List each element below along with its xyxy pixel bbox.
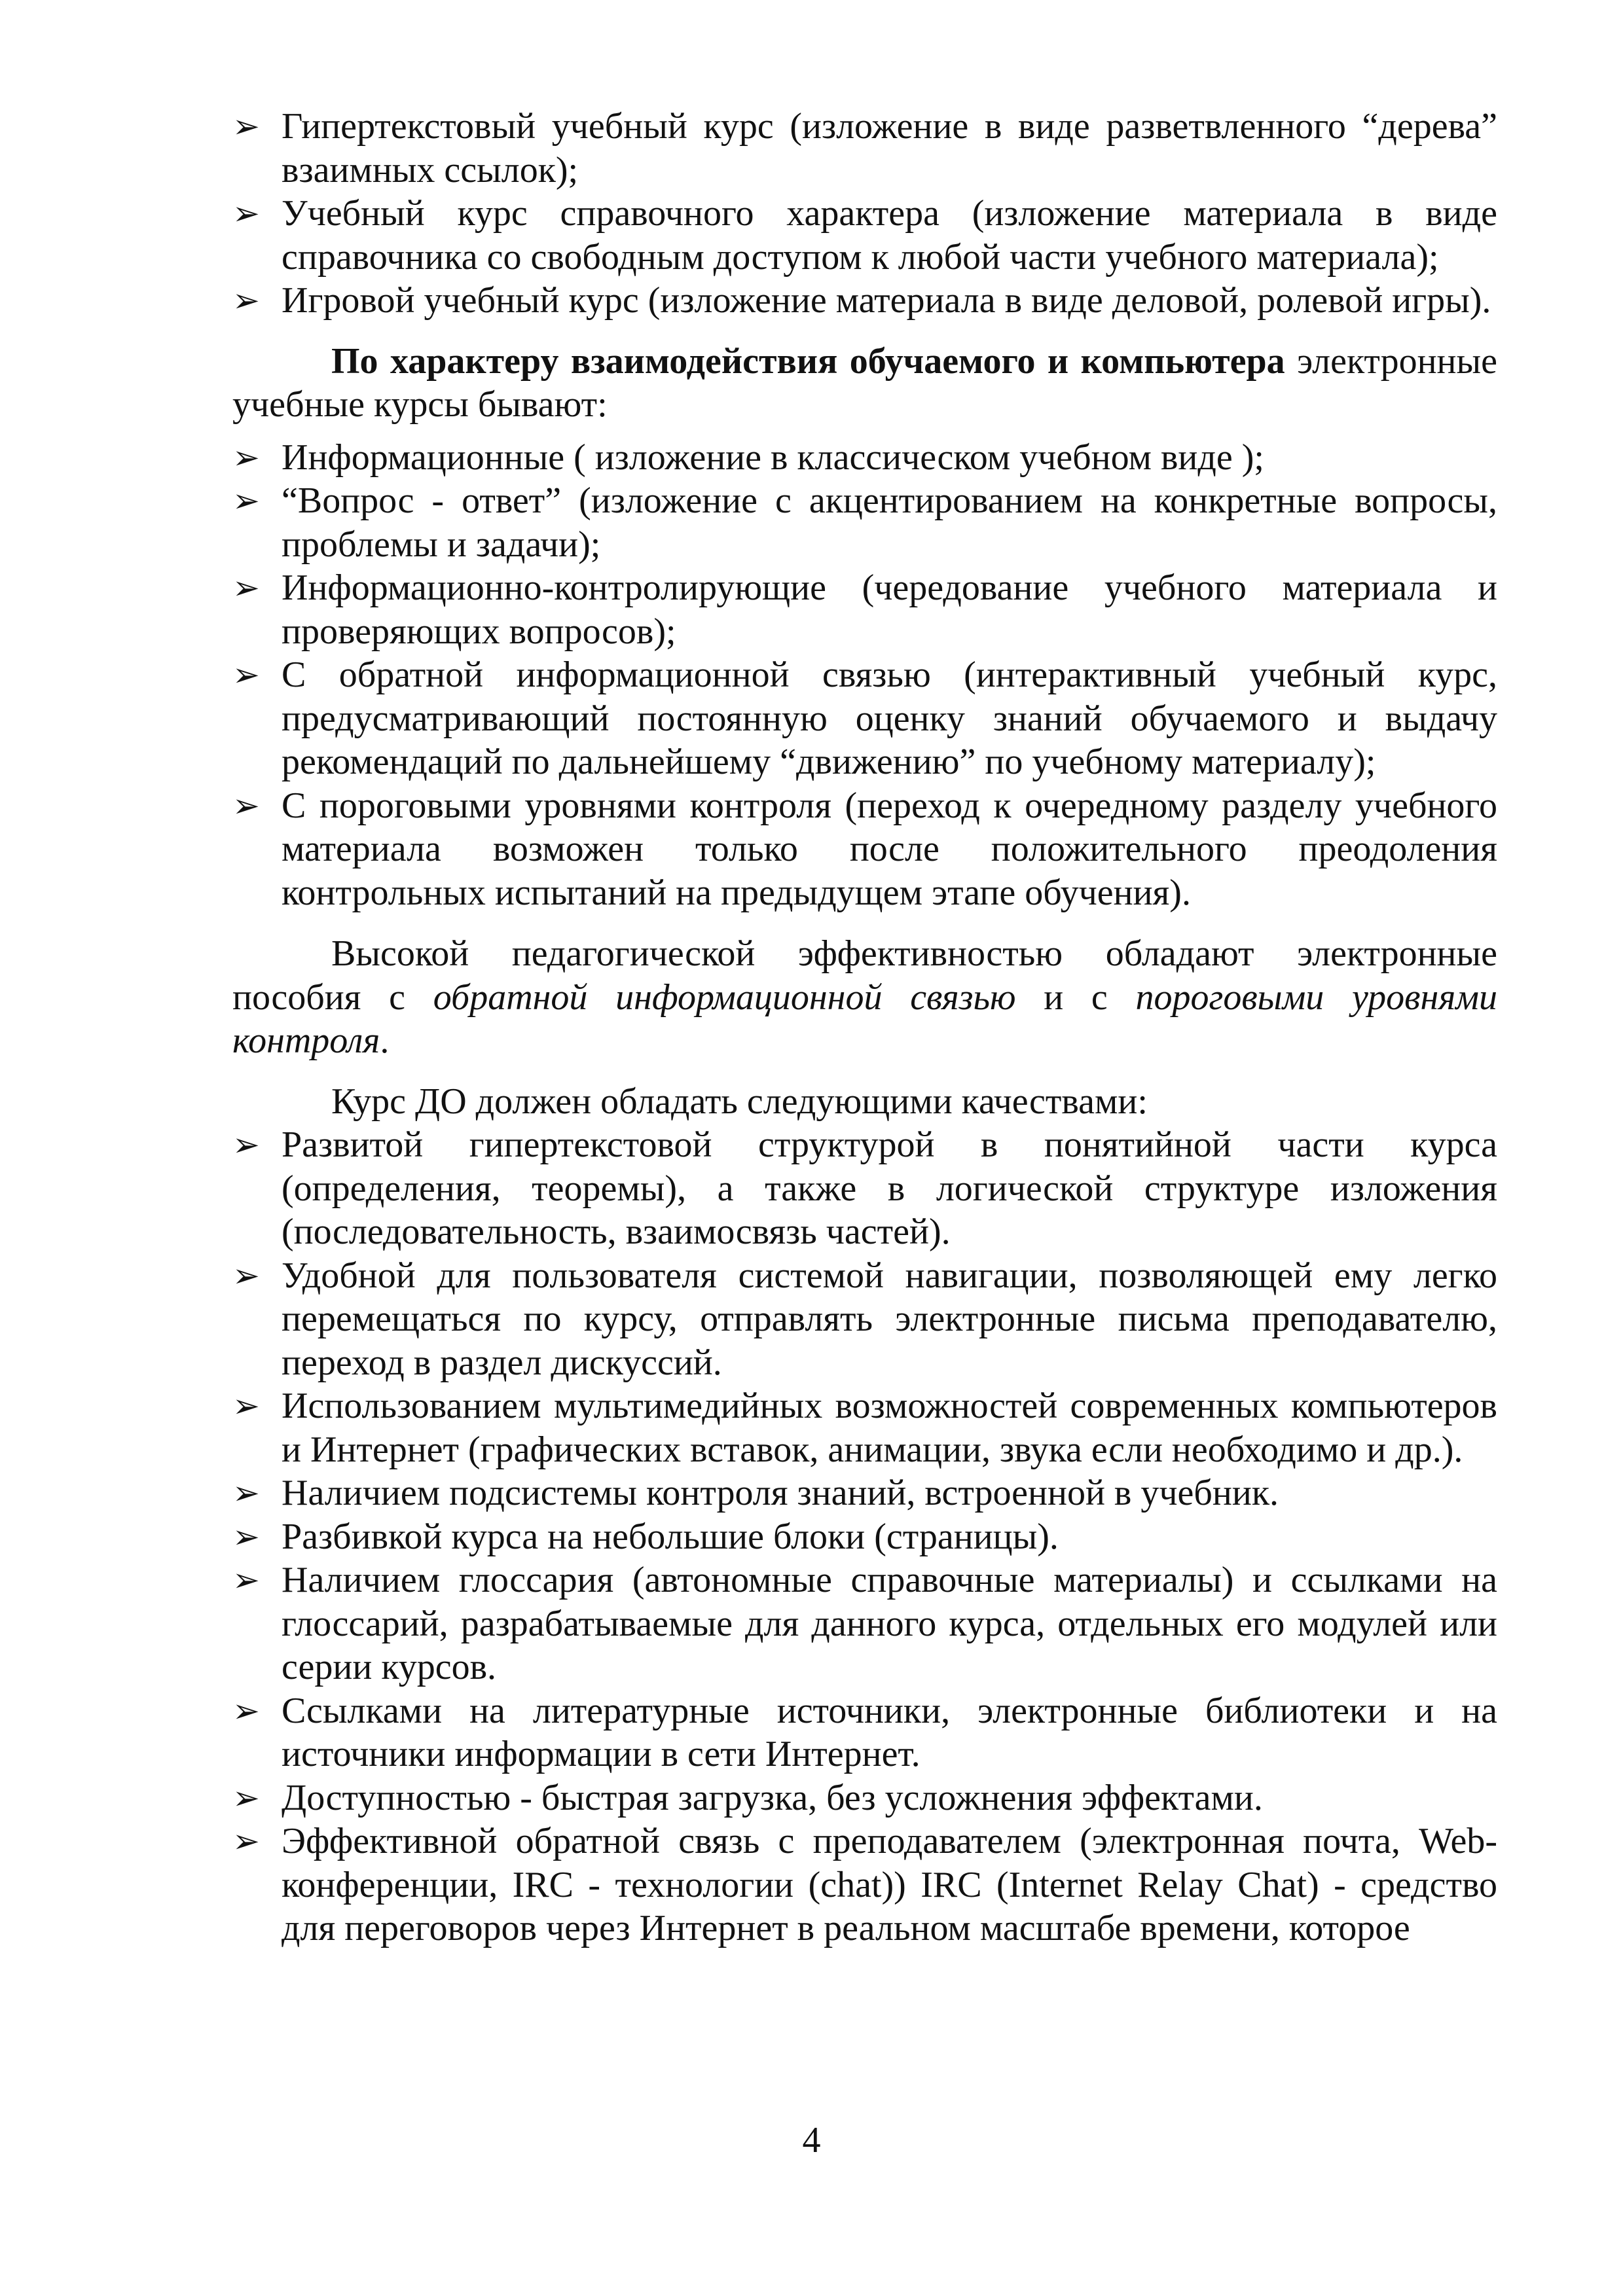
page-number: 4	[802, 2120, 821, 2161]
list-item: ➢ “Вопрос - ответ” (изложение с акцентированием на конкретные вопросы, проблемы и задачи);	[232, 479, 1497, 566]
italic-phrase: пороговыми уровнями контроля	[232, 977, 1498, 1061]
italic-phrase: обратной информационной связью	[433, 977, 1016, 1018]
list-item: ➢ Ссылками на литературные источники, электронные библиотеки и на источники информации в сети Интернет.	[232, 1689, 1497, 1776]
course-types-list	[232, 105, 1497, 323]
paragraph-efficiency	[232, 932, 1497, 1063]
list-item: ➢ Использованием мультимедийных возможностей современных компьютеров и Интернет (графических вставок, анимации, звука если необходимо и др.).	[232, 1384, 1497, 1471]
list-item: ➢ Эффективной обратной связь с преподавателем (электронная почта, Web-конференции, IRC - технологии (chat)) IRC (Internet Relay Chat) - средство для переговоров через Интернет в реальном масштабе времени, которое	[232, 1820, 1497, 1950]
bold-phrase: По характеру взаимодействия обучаемого и компьютера	[331, 340, 1285, 382]
list-item: ➢ Доступностью - быстрая загрузка, без усложнения эффектами.	[232, 1776, 1497, 1820]
list-item: ➢ Гипертекстовый учебный курс (изложение в виде разветвленного “дерева” взаимных ссылок);	[232, 105, 1497, 192]
course-qualities-list	[232, 1123, 1497, 1950]
list-item: ➢ Информационно-контролирующие (чередование учебного материала и проверяющих вопросов);	[232, 566, 1497, 653]
paragraph-text: и с	[1015, 977, 1136, 1018]
list-item: ➢ Разбивкой курса на небольшие блоки (страницы).	[232, 1515, 1497, 1559]
paragraph-qualities-intro: Курс ДО должен обладать следующими качествами:	[331, 1081, 1148, 1122]
paragraph-text: Высокой педагогической эффективностью обладают электронные пособия с	[232, 933, 1497, 1018]
list-item: ➢ С пороговыми уровнями контроля (переход к очередному разделу учебного материала возможен только после положительного преодоления контрольных испытаний на предыдущем этапе обучения).	[232, 784, 1497, 915]
paragraph-text: электронные учебные курсы бывают:	[232, 340, 1497, 425]
list-item: ➢ С обратной информационной связью (интерактивный учебный курс, предусматривающий постоянную оценку знаний обучаемого и выдачу рекомендаций по дальнейшему “движению” по учебному материалу);	[232, 653, 1497, 784]
list-item: ➢ Развитой гипертекстовой структурой в понятийной части курса (определения, теоремы), а также в логической структуре изложения (последовательность, взаимосвязь частей).	[232, 1123, 1497, 1254]
list-item: ➢ Учебный курс справочного характера (изложение материала в виде справочника со свободным доступом к любой части учебного материала);	[232, 192, 1497, 279]
paragraph-interaction-intro	[232, 340, 1497, 427]
list-item: ➢ Удобной для пользователя системой навигации, позволяющей ему легко перемещаться по курсу, отправлять электронные письма преподавателю, переход в раздел дискуссий.	[232, 1254, 1497, 1385]
document-page	[232, 105, 1497, 1950]
list-item: ➢ Игровой учебный курс (изложение материала в виде деловой, ролевой игры).	[232, 279, 1497, 323]
list-item: ➢ Наличием подсистемы контроля знаний, встроенной в учебник.	[232, 1471, 1497, 1515]
interaction-types-list	[232, 436, 1497, 915]
list-item: ➢ Информационные ( изложение в классическом учебном виде );	[232, 436, 1497, 480]
paragraph-text: .	[380, 1020, 390, 1061]
list-item: ➢ Наличием глоссария (автономные справочные материалы) и ссылками на глоссарий, разрабатываемые для данного курса, отдельных его модулей или серии курсов.	[232, 1558, 1497, 1689]
